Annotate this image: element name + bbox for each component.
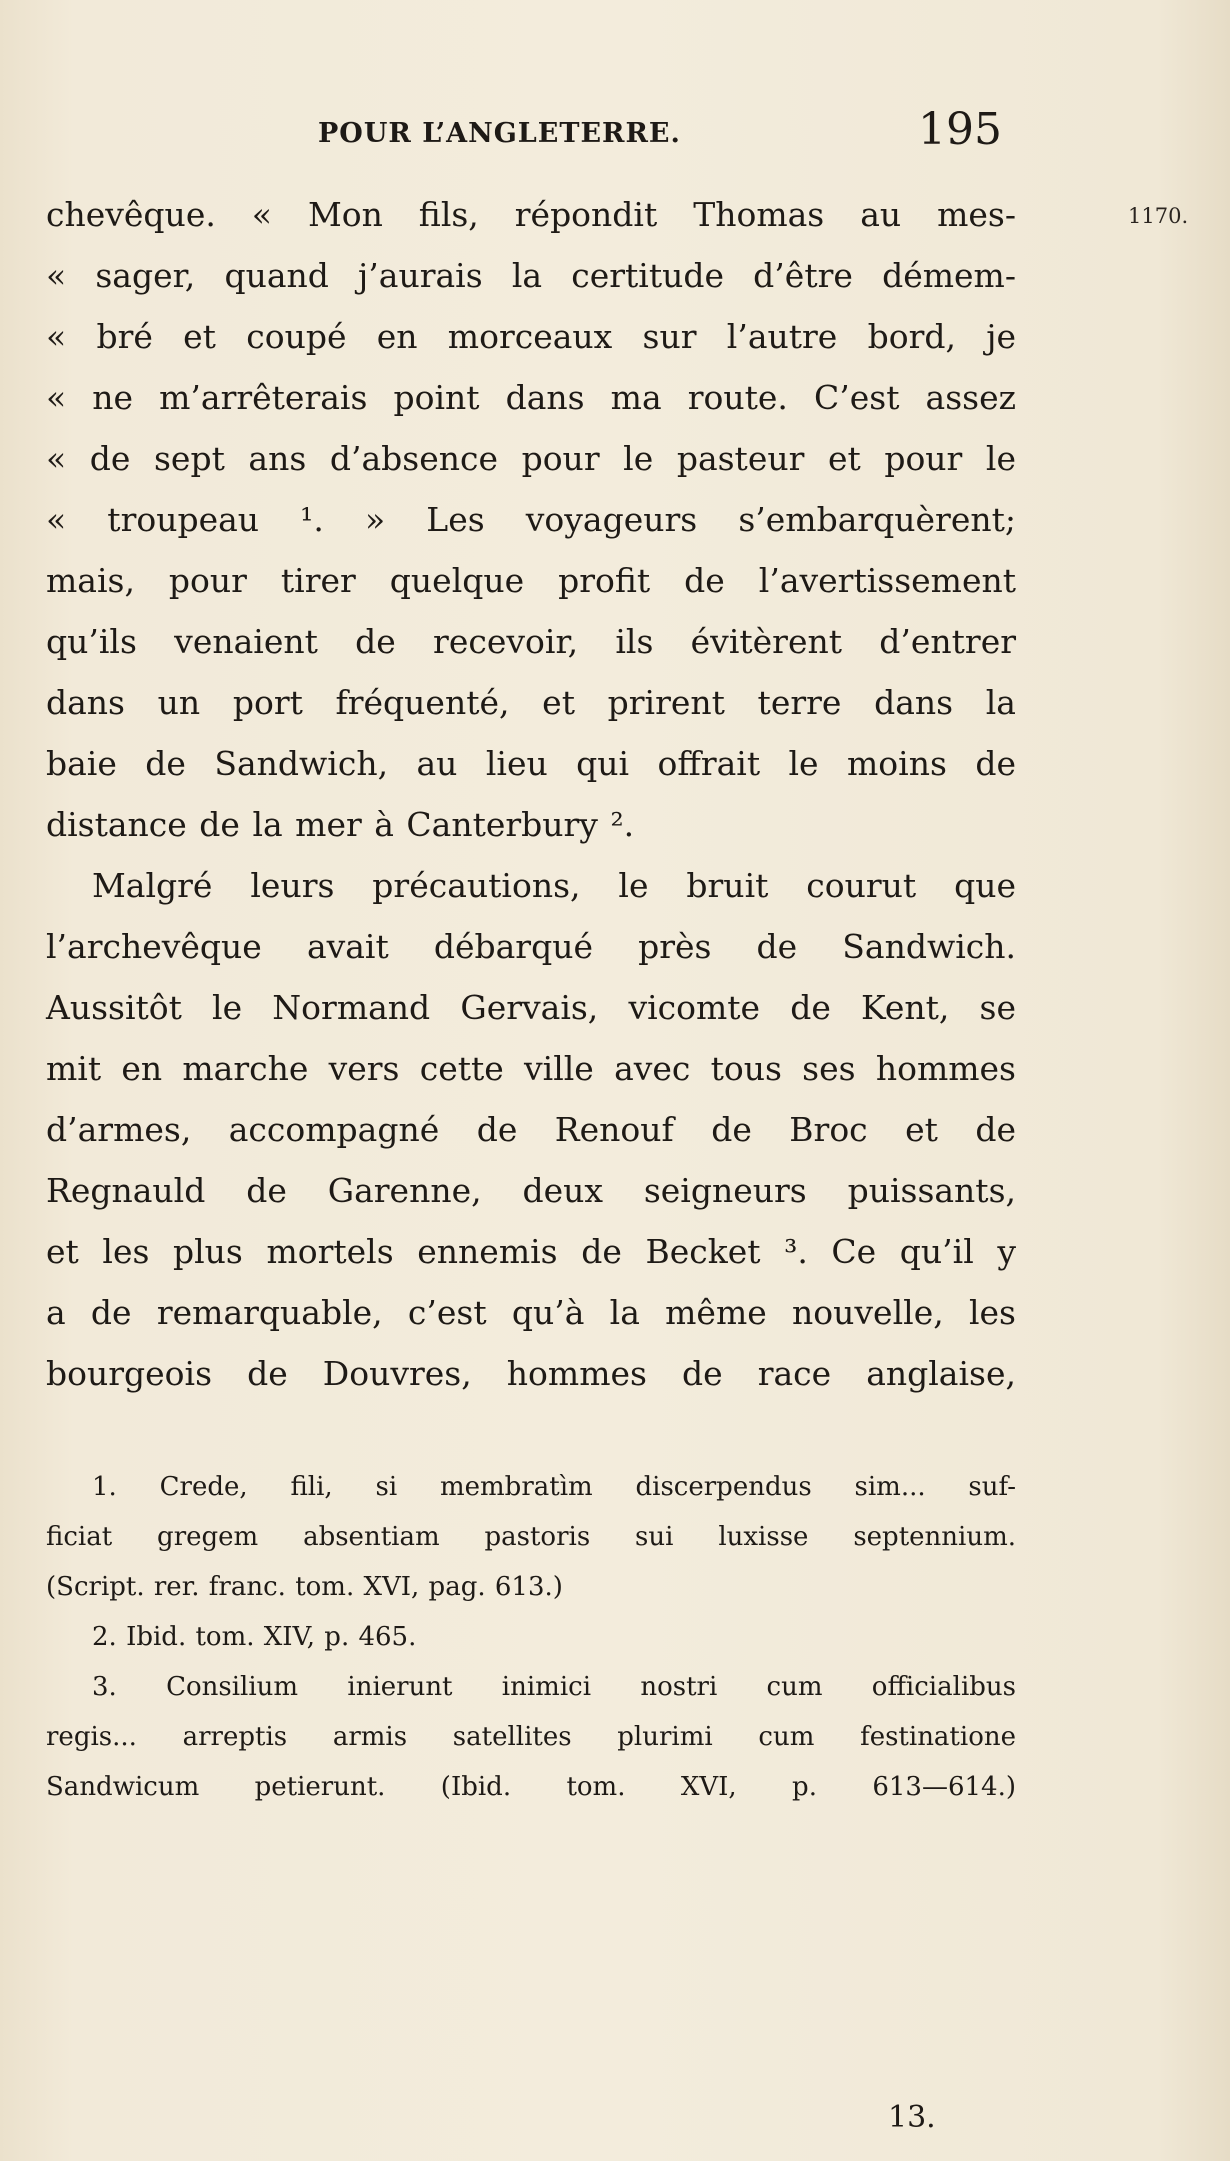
text-line: « sager, quand j’aurais la certitude d’être démem- <box>46 256 1016 295</box>
text-line: « de sept ans d’absence pour le pasteur et pour le <box>46 439 1016 478</box>
text-line: qu’ils venaient de recevoir, ils évitèrent d’entrer <box>46 622 1016 661</box>
text-line: « ne m’arrêterais point dans ma route. C’est assez <box>46 378 1016 417</box>
page-number: 195 <box>918 104 1002 155</box>
footnote-line: (Script. rer. franc. tom. XVI, pag. 613.) <box>46 1572 563 1602</box>
text-line: l’archevêque avait débarqué près de Sandwich. <box>46 927 1016 966</box>
text-line: Regnauld de Garenne, deux seigneurs puissants, <box>46 1171 1016 1210</box>
text-line: chevêque. « Mon fils, répondit Thomas au mes- <box>46 195 1016 234</box>
footnote-line: regis... arreptis armis satellites plurimi cum festinatione <box>46 1722 1016 1752</box>
text-line: bourgeois de Douvres, hommes de race anglaise, <box>46 1354 1016 1393</box>
footnote-line: 3. Consilium inierunt inimici nostri cum officialibus <box>92 1672 1016 1702</box>
text-line: « troupeau ¹. » Les voyageurs s’embarquèrent; <box>46 500 1016 539</box>
text-line: a de remarquable, c’est qu’à la même nouvelle, les <box>46 1293 1016 1332</box>
text-line: baie de Sandwich, au lieu qui offrait le moins de <box>46 744 1016 783</box>
text-line: et les plus mortels ennemis de Becket ³. Ce qu’il y <box>46 1232 1016 1271</box>
text-line: d’armes, accompagné de Renouf de Broc et de <box>46 1110 1016 1149</box>
footnote-line: 2. Ibid. tom. XIV, p. 465. <box>92 1622 417 1652</box>
text-line: Malgré leurs précautions, le bruit courut que <box>92 866 1016 905</box>
footnotes <box>46 1462 1016 1812</box>
footnote-line: ficiat gregem absentiam pastoris sui luxisse septennium. <box>46 1522 1016 1552</box>
text-line: Aussitôt le Normand Gervais, vicomte de Kent, se <box>46 988 1016 1027</box>
footnote-line: 1. Crede, fili, si membratìm discerpendus sim... suf- <box>92 1472 1016 1502</box>
text-line: « bré et coupé en morceaux sur l’autre bord, je <box>46 317 1016 356</box>
text-line: mit en marche vers cette ville avec tous ses hommes <box>46 1049 1016 1088</box>
signature-mark: 13. <box>888 2100 936 2135</box>
margin-date: 1170. <box>1128 204 1189 228</box>
text-line: mais, pour tirer quelque profit de l’avertissement <box>46 561 1016 600</box>
running-head: POUR L’ANGLETERRE. <box>318 118 681 149</box>
text-line: distance de la mer à Canterbury ². <box>46 805 635 844</box>
footnote-line: Sandwicum petierunt. (Ibid. tom. XVI, p. 613—614.) <box>46 1772 1016 1802</box>
main-text <box>46 184 1016 1404</box>
text-line: dans un port fréquenté, et prirent terre dans la <box>46 683 1016 722</box>
